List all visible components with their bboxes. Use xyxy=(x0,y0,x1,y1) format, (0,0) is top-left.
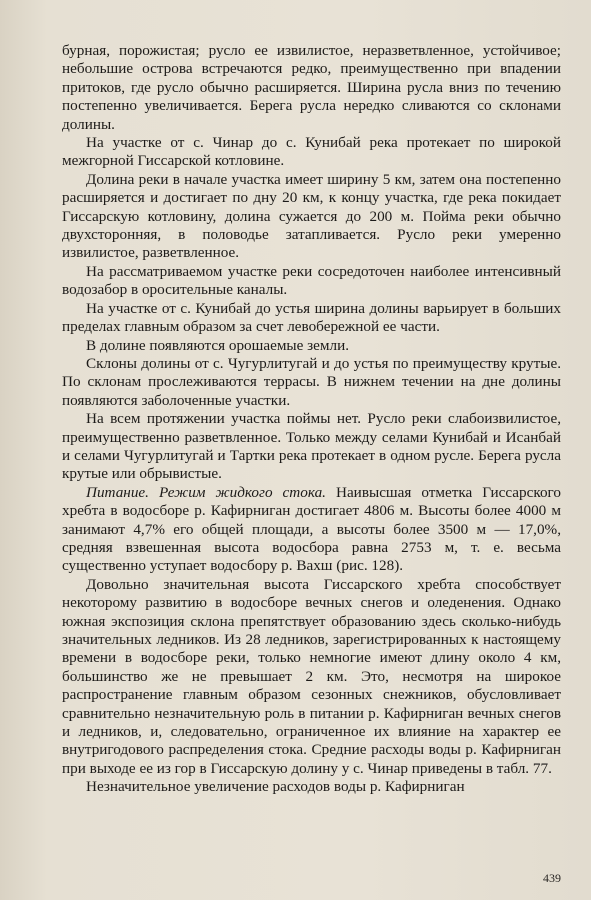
body-text xyxy=(62,42,561,797)
paragraph-9-text: Наивысшая отметка Гиссарского хребта в водосборе р. Кафирниган достигает 4806 м. Высоты более 4000 м занимают 4,7% его общей площади, а высоты более 3500 м — 17,0%, средняя взвешенная высота водосбора равна 2753 м, т. е. весьма существенно уступает водосбору р. Вахш (рис. 128). xyxy=(62,483,561,575)
paragraph-1: бурная, порожистая; русло ее извилистое, неразветвленное, устойчивое; небольшие острова встречаются редко, преимущественно при впадении притоков, где русло обычно расширяется. Ширина русла вниз по течению постепенно увеличивается. Берега русла нередко сливаются со склонами долины. xyxy=(62,42,561,133)
paragraph-9 xyxy=(62,484,561,576)
page-number: 439 xyxy=(543,870,561,885)
paragraph-6: В долине появляются орошаемые земли. xyxy=(86,336,350,354)
section-lead-italic: Питание. Режим жидкого стока. xyxy=(86,483,326,501)
paragraph-11: Незначительное увеличение расходов воды р. Кафирниган xyxy=(86,778,465,796)
paragraph-8: На всем протяжении участка поймы нет. Русло реки слабоизвилистое, преимущественно разветвленное. Только между селами Кунибай и Исанбай и селами Чугурлитугай и Тартки река протекает в одном русле. Берега русла крутые или обрывистые. xyxy=(62,410,561,483)
paragraph-7: Склоны долины от с. Чугурлитугай и до устья по преимуществу крутые. По склонам прослеживаются террасы. В нижнем течении на дне долины появляются заболоченные участки. xyxy=(62,354,561,409)
paragraph-3: Долина реки в начале участка имеет ширину 5 км, затем она постепенно расширяется и достигает по дну 20 км, к концу участка, где река покидает Гиссарскую котловину, долина сужается до 200 м. Пойма реки обычно двухсторонняя, в половодье затапливается. Русло реки умеренно извилистое, разветвленное. xyxy=(62,170,561,262)
paragraph-4: На рассматриваемом участке реки сосредоточен наиболее интенсивный водозабор в оросительные каналы. xyxy=(62,262,561,299)
paragraph-10: Довольно значительная высота Гиссарского хребта способствует некоторому развитию в водосборе вечных снегов и оледенения. Однако южная экспозиция склона препятствует образованию здесь сколько-нибудь значительных ледников. Из 28 ледников, зарегистрированных к настоящему времени в водосборе реки, только немногие имеют длину около 4 км, большинство же не превышает 2 км. Это, несмотря на широкое распространение главным образом сезонных снежников, обусловливает сравнительно незначительную роль в питании р. Кафирниган вечных снегов и ледников, и, следовательно, ограниченное их влияние на характер ее внутригодового распределения стока. Средние расходы воды р. Кафирниган при выходе ее из гор в Гиссарскую долину у с. Чинар приведены в табл. 77. xyxy=(62,575,561,777)
paragraph-2: На участке от с. Чинар до с. Кунибай река протекает по широкой межгорной Гиссарской котловине. xyxy=(62,134,561,170)
paragraph-5: На участке от с. Кунибай до устья ширина долины варьирует в больших пределах главным образом за счет левобережной ее части. xyxy=(62,299,561,336)
